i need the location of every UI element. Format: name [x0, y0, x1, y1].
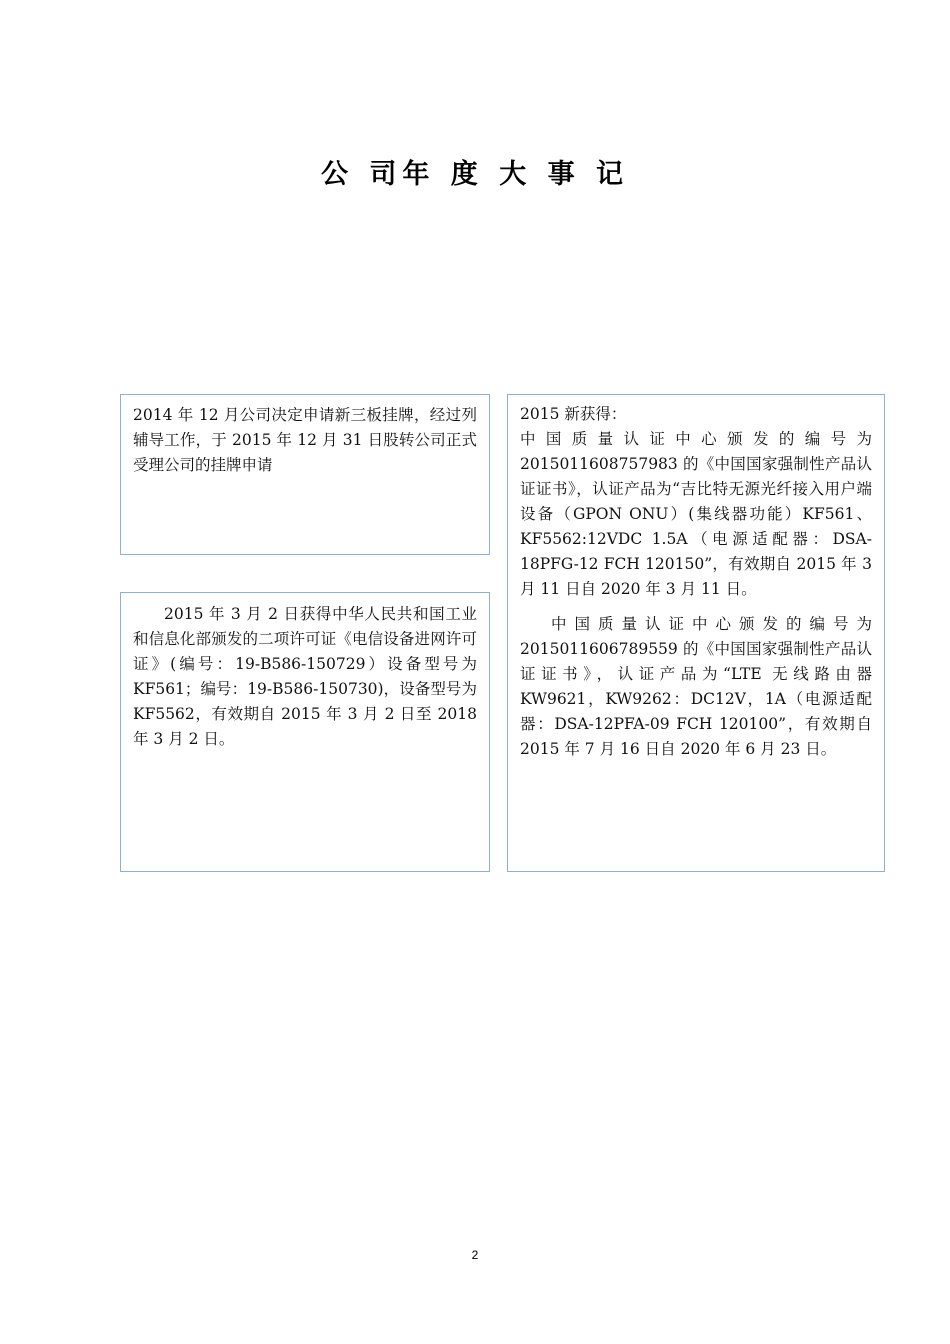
event-heading: 2015 新获得：	[520, 405, 627, 423]
event-text: 2015 年 3 月 2 日获得中华人民共和国工业和信息化部颁发的二项许可证《电信设备进网许可证》(编号：19-B586-150729）设备型号为 KF561；编号：19-B586-150730)，设备型号为 KF5562，有效期自 2015 年 3 月 2 日至 2018 年 3 月 2 日。	[133, 605, 477, 748]
event-text: 中国质量认证中心颁发的编号为 2015011608757983 的《中国国家强制性产品认证证书》，认证产品为“吉比特无源光纤接入用户端设备（GPON ONU）(集线器功能）KF561、KF5562:12VDC 1.5A（电源适配器：DSA-18PFG-12 FCH 120150”，有效期自 2015 年 3 月 11 日自 2020 年 3 月 11 日。	[520, 430, 872, 598]
event-box-certification	[507, 394, 885, 872]
event-text: 2014 年 12 月公司决定申请新三板挂牌，经过列辅导工作，于 2015 年 12 月 31 日股转公司正式受理公司的挂牌申请	[133, 406, 477, 474]
event-text: 中国质量认证中心颁发的编号为 2015011606789559 的《中国国家强制性产品认证证书》，认证产品为“LTE 无线路由器 KW9621，KW9262：DC12V，1A（电源适配器：DSA-12PFA-09 FCH 120100”，有效期自 2015 年 7 月 16 日自 2020 年 6 月 23 日。	[520, 615, 872, 758]
event-box-network-license	[120, 592, 490, 872]
event-box-listing-application	[120, 394, 490, 555]
page-number: 2	[471, 1248, 479, 1262]
page-title: 公 司年 度 大 事 记	[321, 159, 629, 190]
